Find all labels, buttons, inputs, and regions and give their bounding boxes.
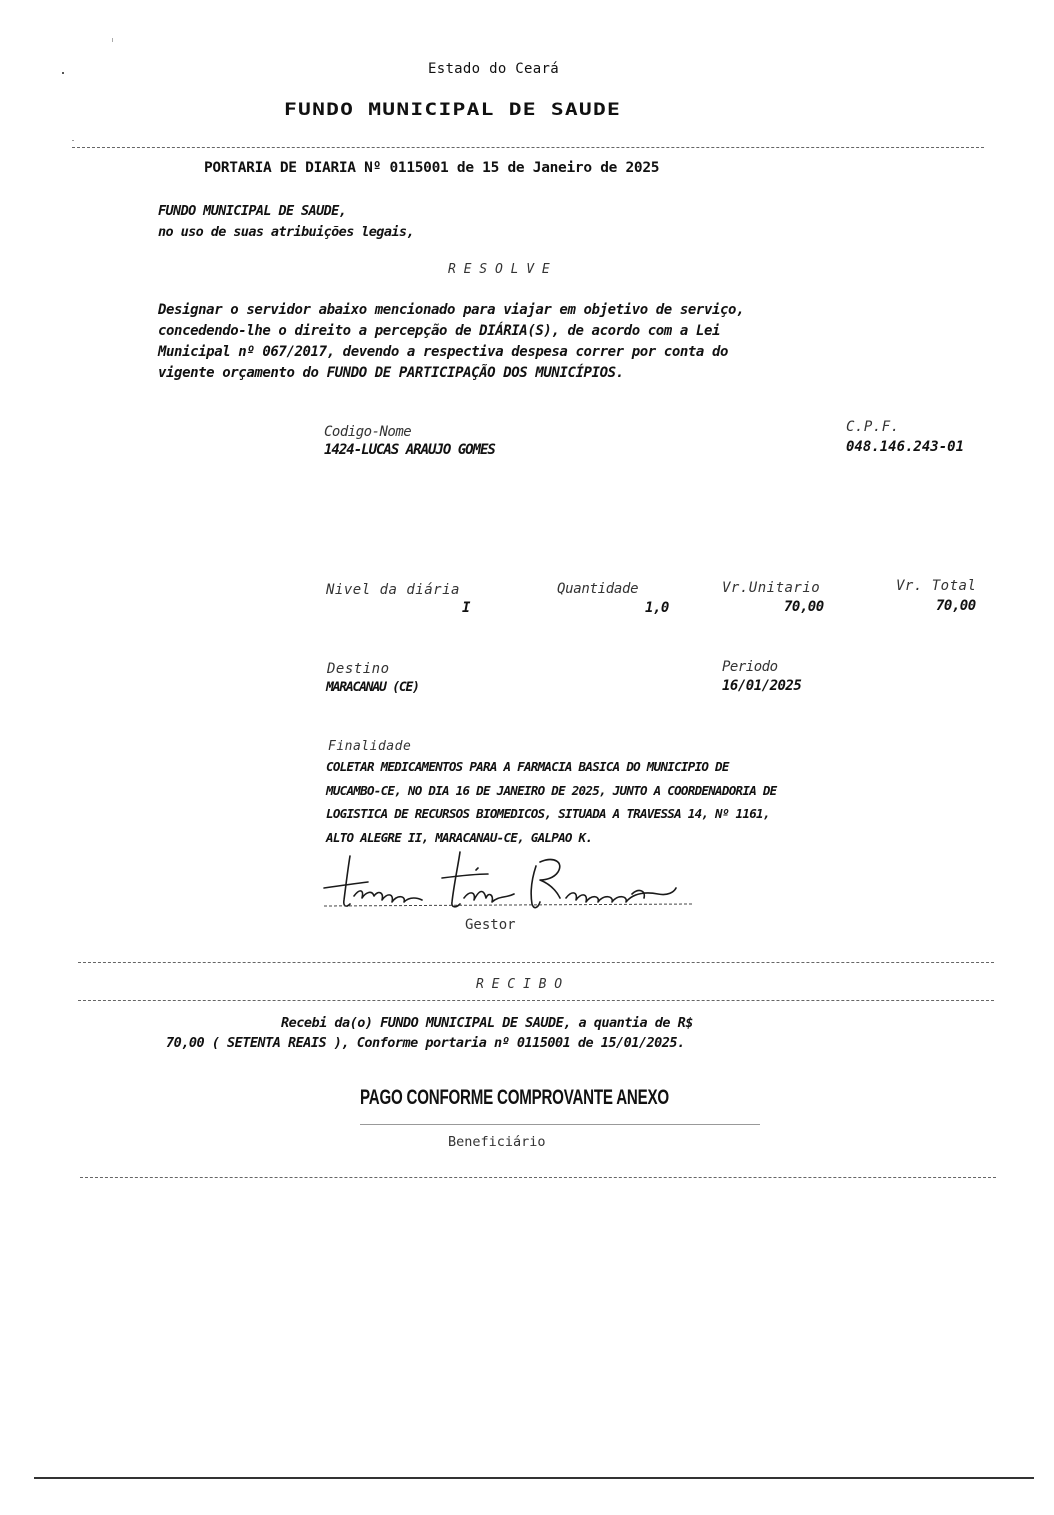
scan-speck bbox=[112, 38, 113, 42]
preamble-line-1: FUNDO MUNICIPAL DE SAUDE, bbox=[158, 203, 347, 219]
finalidade-label: Finalidade bbox=[328, 739, 412, 754]
recibo-heading: R E C I B O bbox=[476, 977, 563, 992]
stamp-text: CONFORME COMPROVANTE ANEXO bbox=[402, 1086, 669, 1109]
beneficiario-signature-line bbox=[360, 1124, 760, 1125]
unitario-value: 70,00 bbox=[784, 599, 824, 615]
body-line: vigente orçamento do FUNDO DE PARTICIPAÇÃO DOS MUNICÍPIOS. bbox=[158, 365, 624, 381]
finalidade-text bbox=[326, 755, 777, 849]
unitario-label: Vr.Unitario bbox=[722, 580, 821, 596]
periodo-label: Periodo bbox=[722, 659, 778, 675]
body-line: concedendo-lhe o direito a percepção de DIÁRIA(S), de acordo com a Lei bbox=[158, 323, 721, 339]
recibo-divider-mid bbox=[78, 1000, 994, 1001]
destino-value: MARACANAU (CE) bbox=[326, 680, 419, 695]
total-value: 70,00 bbox=[936, 598, 976, 614]
gestor-signature bbox=[318, 848, 698, 916]
quantidade-label: Quantidade bbox=[557, 581, 639, 597]
codigo-nome-value: 1424-LUCAS ARAUJO GOMES bbox=[324, 442, 495, 458]
nivel-value: I bbox=[462, 600, 470, 616]
finalidade-line: ALTO ALEGRE II, MARACANAU-CE, GALPAO K. bbox=[326, 829, 593, 845]
recibo-divider-top bbox=[78, 962, 994, 963]
destino-label: Destino bbox=[327, 661, 390, 677]
finalidade-line: LOGISTICA DE RECURSOS BIOMEDICOS, SITUADA A TRAVESSA 14, Nº 1161, bbox=[326, 806, 770, 821]
body-line: Designar o servidor abaixo mencionado para viajar em objetivo de serviço, bbox=[158, 302, 745, 318]
recibo-line-2: 70,00 ( SETENTA REAIS ), Conforme portaria nº 0115001 de 15/01/2025. bbox=[166, 1035, 685, 1051]
payment-stamp bbox=[360, 1086, 669, 1110]
body-paragraph bbox=[158, 300, 744, 384]
scan-speck bbox=[72, 140, 74, 141]
state-name: Estado do Ceará bbox=[428, 61, 559, 77]
periodo-value: 16/01/2025 bbox=[722, 678, 802, 694]
scan-speck bbox=[62, 72, 64, 74]
page-bottom-line bbox=[34, 1477, 1034, 1479]
gestor-label: Gestor bbox=[465, 917, 516, 933]
recibo-line-1: Recebi da(o) FUNDO MUNICIPAL DE SAUDE, a quantia de R$ bbox=[281, 1015, 693, 1031]
agency-title: FUNDO MUNICIPAL DE SAUDE bbox=[284, 100, 622, 120]
codigo-nome-label: Codigo-Nome bbox=[324, 424, 412, 440]
total-label: Vr. Total bbox=[896, 578, 977, 594]
recibo-divider-bottom bbox=[80, 1177, 996, 1178]
header-divider bbox=[72, 147, 984, 148]
finalidade-line: MUCAMBO-CE, NO DIA 16 DE JANEIRO DE 2025, JUNTO A COORDENADORIA DE bbox=[326, 782, 777, 798]
body-line: Municipal nº 067/2017, devendo a respectiva despesa correr por conta do bbox=[158, 344, 729, 360]
stamp-pago: PAGO bbox=[360, 1086, 403, 1109]
finalidade-line: COLETAR MEDICAMENTOS PARA A FARMACIA BASICA DO MUNICIPIO DE bbox=[326, 759, 729, 774]
cpf-value: 048.146.243-01 bbox=[846, 439, 965, 455]
resolve-heading: R E S O L V E bbox=[448, 262, 550, 277]
quantidade-value: 1,0 bbox=[645, 600, 669, 616]
beneficiario-label: Beneficiário bbox=[448, 1134, 546, 1150]
portaria-title: PORTARIA DE DIARIA Nº 0115001 de 15 de Janeiro de 2025 bbox=[204, 160, 660, 176]
preamble-line-2: no uso de suas atribuições legais, bbox=[158, 224, 414, 240]
nivel-label: Nivel da diária bbox=[326, 582, 460, 598]
cpf-label: C.P.F. bbox=[846, 419, 900, 435]
